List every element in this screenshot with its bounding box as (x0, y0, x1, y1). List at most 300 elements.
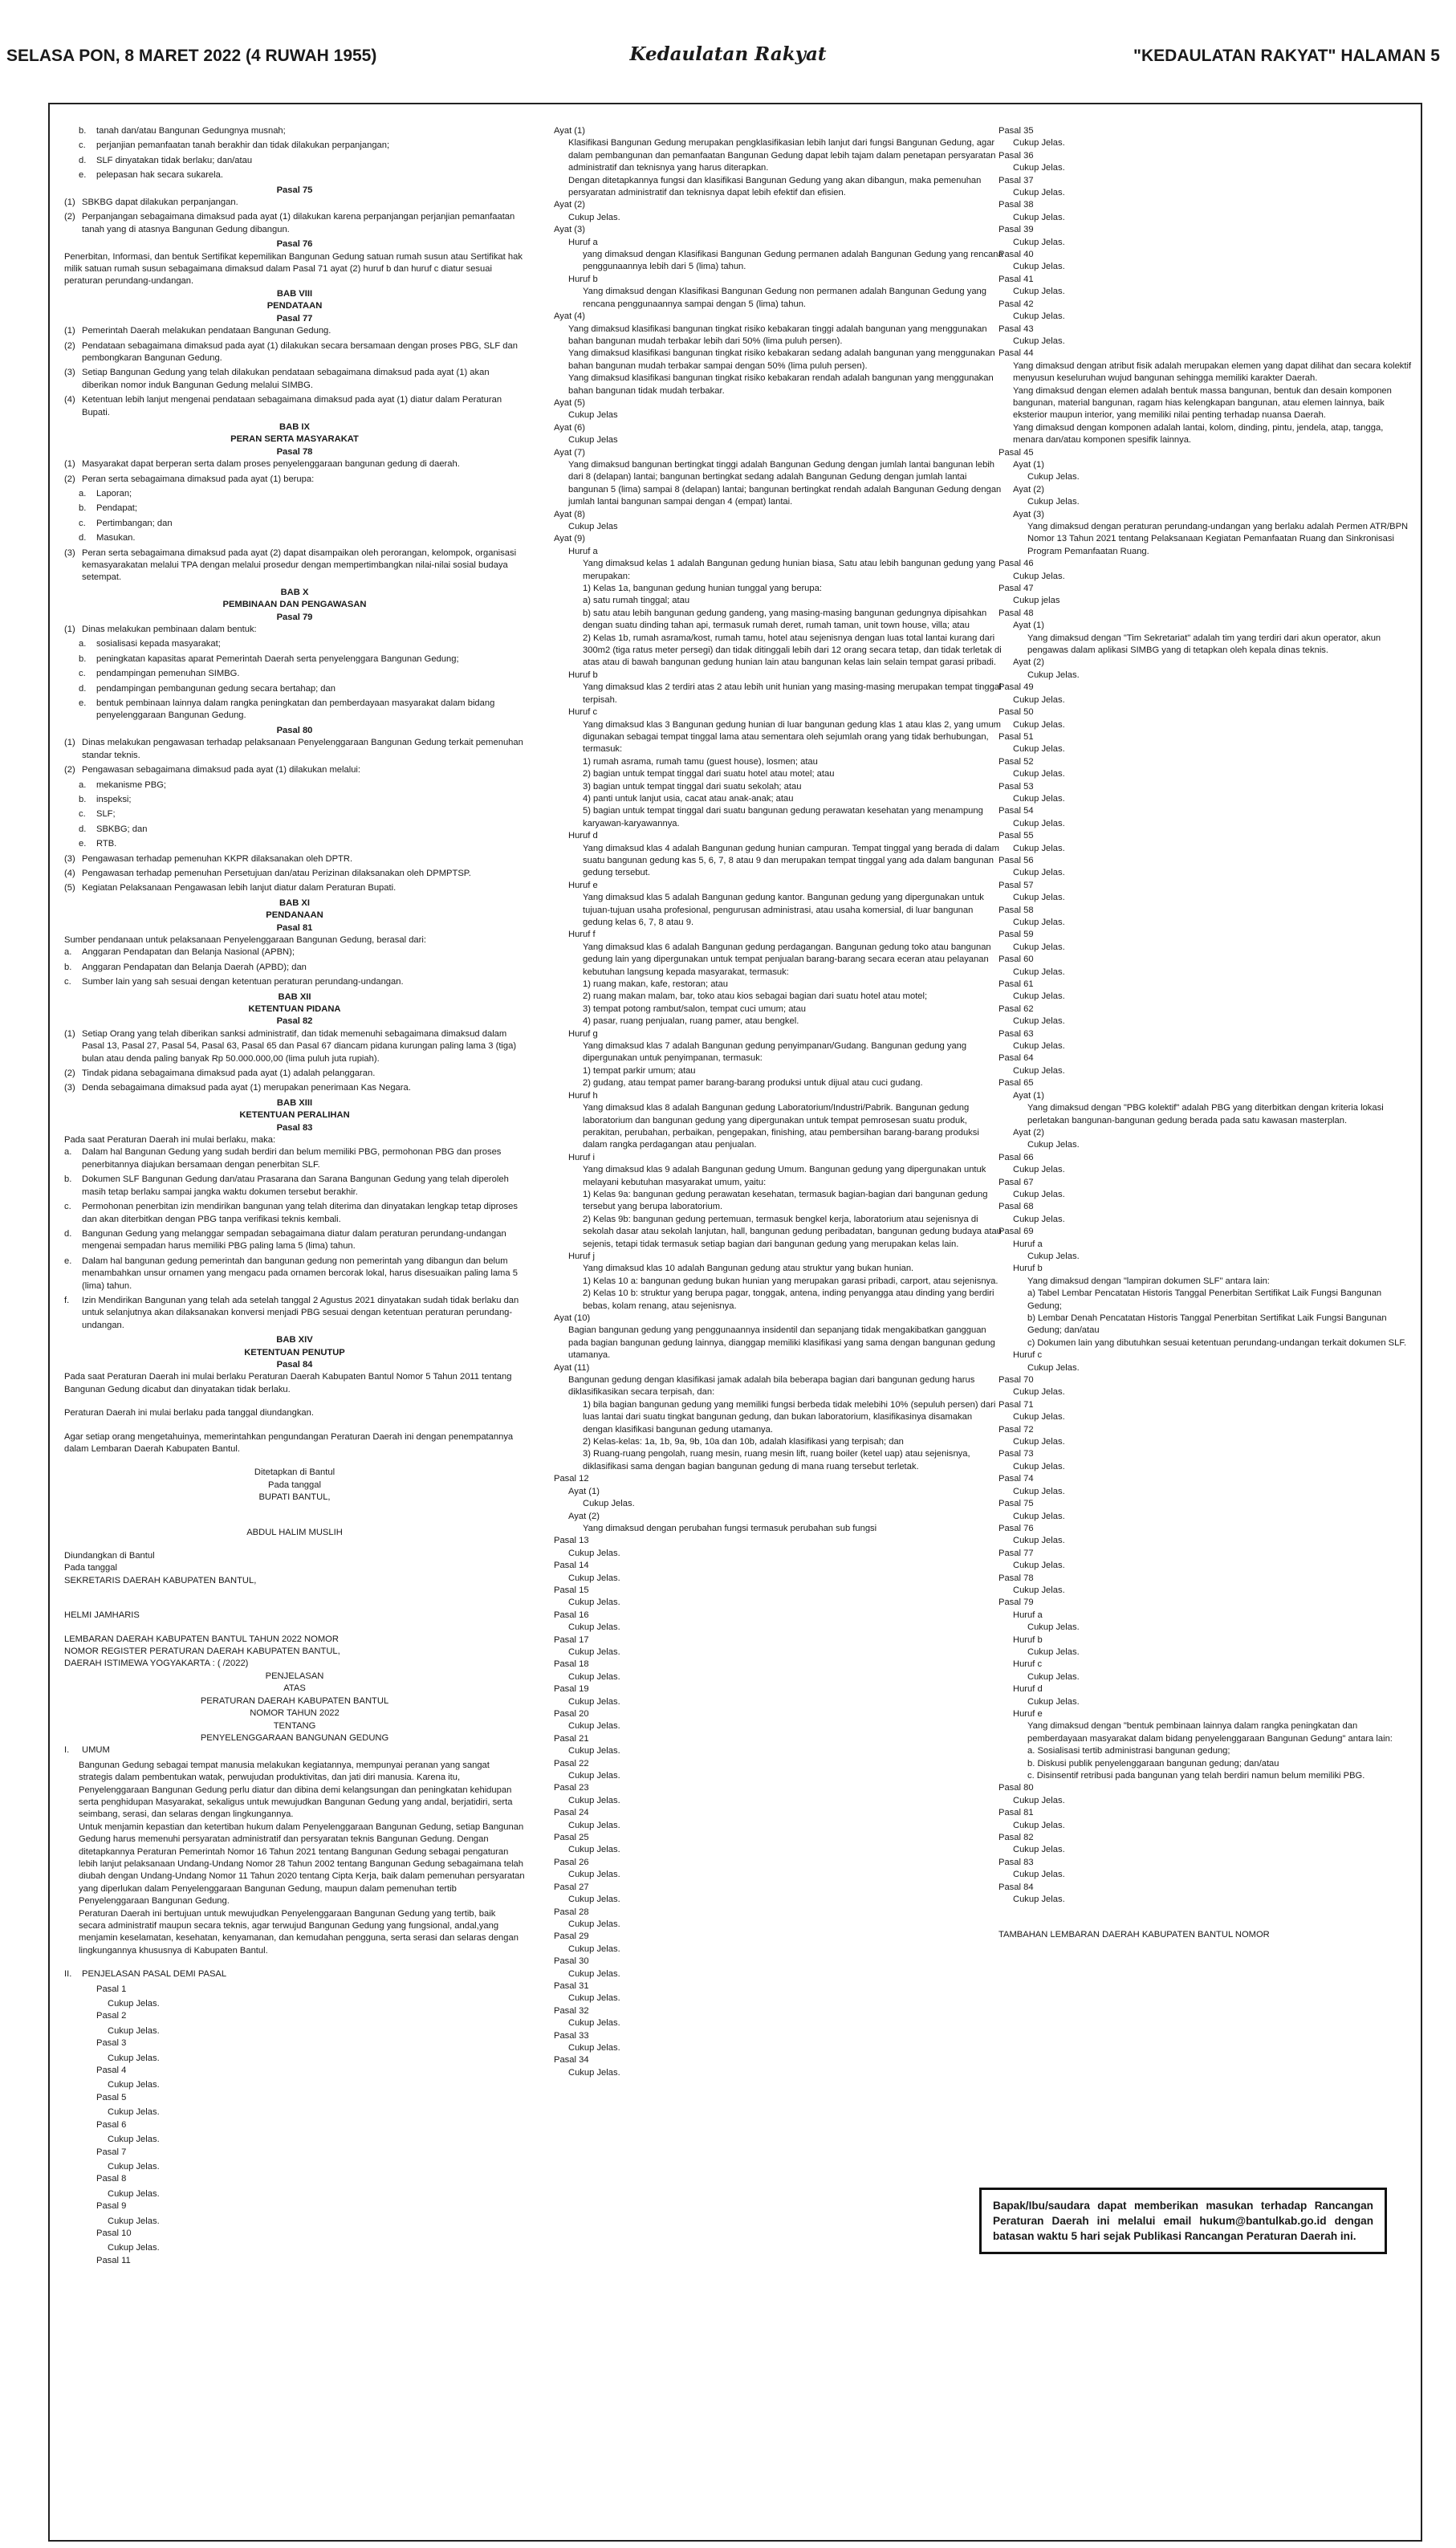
spacer (64, 1396, 525, 1407)
list-marker: e. (79, 839, 87, 849)
paragraph: Pasal 36 (998, 150, 1034, 161)
list-text: Pasal 10 (96, 2228, 132, 2238)
paragraph: Pasal 33 (554, 2030, 589, 2041)
paragraph: Cukup Jelas. (108, 2080, 160, 2090)
list-item (64, 794, 525, 806)
paragraph: Pasal 21 (554, 1733, 589, 1744)
paragraph: Yang dimaksud dengan peraturan perundang-undangan yang berlaku adalah Permen ATR/BPN Nomor 13 Tahun 2021 tentang Pelaksanaan Kegiatan Pemanfaatan Ruang dan Sinkronisasi Program Pemanfaatan Ruang. (1027, 522, 1409, 556)
paragraph: Pasal 79 (998, 1598, 1034, 1608)
section-heading: PENDATAAN (266, 301, 323, 311)
spacer (998, 1907, 1412, 1918)
paragraph: Cukup Jelas. (1013, 1214, 1065, 1224)
section-heading: PEMBINAAN DAN PENGAWASAN (222, 600, 367, 610)
paragraph: Pasal 13 (554, 1536, 589, 1546)
paragraph: Pasal 31 (554, 1980, 589, 1991)
paragraph: Pasal 40 (998, 250, 1034, 260)
list-marker: e. (79, 170, 87, 181)
paragraph: Pasal 43 (998, 324, 1034, 334)
list-text: pelepasan hak secara sukarela. (96, 170, 223, 181)
paragraph: Pasal 20 (554, 1709, 589, 1719)
list-item (64, 962, 525, 974)
paragraph: Cukup Jelas. (1027, 1251, 1080, 1261)
list-marker: c. (64, 977, 71, 987)
paragraph: Ayat (1) (1013, 459, 1044, 470)
paragraph: Pasal 48 (998, 608, 1034, 618)
paragraph: Cukup Jelas. (568, 1598, 620, 1608)
column-right (998, 125, 1412, 1941)
paragraph: HELMI JAMHARIS (64, 1610, 140, 1621)
newspaper-logo: Kedaulatan Rakyat (629, 43, 827, 65)
spacer (64, 1420, 525, 1431)
list-item (64, 853, 525, 865)
paragraph: 3) tempat potong rambut/salon, tempat cuci umum; atau (583, 1003, 806, 1014)
section-heading: BAB IX (279, 421, 310, 432)
paragraph: Yang dimaksud klasifikasi bangunan tingkat risiko kebakaran tinggi adalah bangunan yang menggunakan bahan bangunan mudah terbakar lebih dari 50% (lima puluh persen). (568, 324, 987, 346)
list-text: Kegiatan Pelaksanaan Pengawasan lebih lanjut diatur dalam Peraturan Bupati. (82, 883, 397, 893)
list-item (64, 838, 525, 850)
list-item (64, 1068, 525, 1080)
paragraph: Cukup Jelas. (1013, 967, 1065, 977)
list-marker: (2) (64, 765, 75, 775)
paragraph: LEMBARAN DAERAH KABUPATEN BANTUL TAHUN 2022 NOMOR (64, 1634, 339, 1644)
list-marker: (3) (64, 1083, 75, 1093)
paragraph: Yang dimaksud dengan "PBG kolektif" adalah PBG yang diterbitkan dengan kriteria lokasi perletakan bangunan-bangunan gedung berada pada satu kawasan masterplan. (1027, 1103, 1384, 1125)
paragraph: Cukup Jelas. (1013, 1461, 1065, 1471)
paragraph: Cukup Jelas. (568, 1548, 620, 1558)
list-marker: d. (79, 683, 87, 694)
paragraph: 2) gudang, atau tempat pamer barang-barang produksi untuk dijual atau cuci gudang. (583, 1078, 923, 1089)
list-text: mekanisme PBG; (96, 779, 167, 790)
list-item (64, 1228, 525, 1253)
list-text: tanah dan/atau Bangunan Gedungnya musnah; (96, 126, 286, 136)
list-item (64, 2228, 525, 2240)
paragraph: Cukup Jelas. (1013, 942, 1065, 952)
paragraph: Cukup Jelas (568, 410, 618, 421)
paragraph: Pasal 56 (998, 855, 1034, 865)
centered-line: Pada tanggal (268, 1480, 321, 1490)
paragraph: 1) rumah asrama, rumah tamu (guest house), losmen; atau (583, 756, 818, 767)
list-text: perjanjian pemanfaatan tanah berakhir dan tidak dilakukan perpanjangan; (96, 140, 390, 151)
paragraph: Dengan ditetapkannya fungsi dan klasifikasi Bangunan Gedung yang akan dibangun, maka pemenuhan persyaratan administratif dan teknisnya dapat lebih efektif dan efisien. (568, 175, 982, 198)
paragraph: Cukup Jelas. (108, 2107, 160, 2118)
paragraph: Cukup Jelas. (1013, 1561, 1065, 1571)
paragraph: Pasal 58 (998, 905, 1034, 915)
paragraph: Cukup Jelas. (1013, 1820, 1065, 1830)
paragraph: Cukup Jelas. (1013, 212, 1065, 222)
list-item (64, 488, 525, 500)
paragraph: Cukup Jelas. (108, 2025, 160, 2036)
paragraph: Cukup Jelas. (1027, 472, 1080, 482)
list-text: Pasal 2 (96, 2011, 127, 2021)
list-marker: I. (64, 1745, 70, 1756)
paragraph: 4) pasar, ruang penjualan, ruang pamer, atau bengkel. (583, 1016, 799, 1027)
list-text: Peran serta sebagaimana dimaksud pada ayat (1) berupa: (82, 474, 315, 484)
list-marker: a. (79, 488, 87, 499)
paragraph: Huruf c (568, 707, 598, 718)
paragraph: Pasal 14 (554, 1561, 589, 1571)
paragraph: Pasal 68 (998, 1202, 1034, 1212)
list-item (64, 1146, 525, 1171)
paragraph: Huruf b (568, 670, 598, 680)
paragraph: Pasal 70 (998, 1375, 1034, 1386)
paragraph: Cukup Jelas. (1013, 793, 1065, 804)
list-marker (79, 2200, 96, 2212)
list-marker: d. (79, 155, 87, 165)
paragraph: Pada tanggal (64, 1563, 117, 1573)
section-heading: BAB X (280, 587, 309, 597)
list-marker: (1) (64, 197, 75, 208)
paragraph: Ayat (8) (554, 509, 585, 519)
list-marker (79, 2147, 96, 2159)
paragraph: Yang dimaksud kelas 1 adalah Bangunan gedung hunian biasa, Satu atau lebih bangunan gedung yang merupakan: (583, 559, 996, 581)
paragraph: Pasal 60 (998, 954, 1034, 965)
list-item (64, 779, 525, 792)
paragraph: Cukup Jelas. (568, 1622, 620, 1633)
spacer (64, 1622, 525, 1634)
paragraph: Cukup Jelas. (1013, 1795, 1065, 1805)
paragraph: Cukup Jelas. (1013, 1412, 1065, 1423)
list-marker (79, 2255, 96, 2267)
paragraph: Cukup Jelas. (1027, 1646, 1080, 1657)
list-text: pendampingan pembangunan gedung secara bertahap; dan (96, 683, 336, 694)
section-heading: PERAN SERTA MASYARAKAT (230, 434, 359, 445)
paragraph: Huruf j (568, 1251, 595, 1261)
paragraph: Ayat (1) (554, 126, 585, 136)
paragraph: Cukup Jelas. (1013, 918, 1065, 927)
paragraph: Huruf i (568, 1152, 595, 1162)
list-text: Bangunan Gedung yang melanggar sempadan sebagaimana diatur dalam peraturan perundang-undangan mengenai sempadan harus memiliki PBG paling lama 5 (lima) tahun. (82, 1228, 506, 1252)
paragraph: 2) Kelas 10 b: struktur yang berupa pagar, tonggak, antena, inding penyangga atau dinding yang berdiri bebas, kolam renang, atau sejenisnya. (583, 1288, 994, 1311)
paragraph: Cukup Jelas. (1013, 694, 1065, 705)
paragraph: Pasal 50 (998, 707, 1034, 718)
paragraph: Huruf b (1013, 1264, 1043, 1274)
list-item (64, 2119, 525, 2131)
list-item (64, 140, 525, 152)
paragraph: Pasal 39 (998, 225, 1034, 235)
paragraph: Pasal 38 (998, 200, 1034, 210)
list-marker (79, 2092, 96, 2104)
list-item (64, 211, 525, 236)
list-item (64, 824, 525, 836)
paragraph: Yang dimaksud klas 10 adalah Bangunan gedung atau struktur yang bukan hunian. (583, 1264, 914, 1274)
list-text: Permohonan penerbitan izin mendirikan bangunan yang telah diterima dan dinyatakan lengkap tetap diproses dan akan diterbitkan dengan PBG tanpa verifikasi teknis kembali. (82, 1202, 518, 1224)
paragraph: Cukup Jelas. (1013, 1016, 1065, 1027)
list-marker: a. (64, 1147, 72, 1158)
paragraph: Cukup Jelas. (568, 1795, 620, 1805)
paragraph: Yang dimaksud dengan "lampiran dokumen SLF" antara lain: (1027, 1276, 1270, 1286)
section-heading: BAB XIII (276, 1097, 313, 1108)
centered-line: BUPATI BANTUL, (258, 1492, 331, 1503)
centered-line: PENYELENGGARAAN BANGUNAN GEDUNG (200, 1732, 389, 1743)
list-text: Masukan. (96, 533, 136, 543)
section-heading: BAB XII (278, 991, 311, 1002)
paragraph: Pasal 34 (554, 2055, 589, 2066)
paragraph: Huruf d (1013, 1684, 1043, 1695)
paragraph: Cukup Jelas. (1013, 1486, 1065, 1496)
section-heading: BAB XI (279, 897, 310, 908)
list-text: Dinas melakukan pengawasan terhadap pelaksanaan Penyelenggaraan Bangunan Gedung terkait pemenuhan standar teknis. (82, 738, 523, 760)
list-item (64, 882, 525, 894)
centered-line: PENJELASAN (265, 1671, 324, 1681)
list-text: Pendapat; (96, 503, 138, 514)
spacer (64, 1504, 525, 1516)
list-marker: c. (79, 140, 86, 151)
paragraph: a) Tabel Lembar Pencatatan Historis Tanggal Penerbitan Sertifikat Laik Fungsi Bangunan Gedung; (1027, 1288, 1382, 1311)
list-item (64, 868, 525, 880)
paragraph: Ayat (1) (1013, 1090, 1044, 1101)
list-item (64, 1984, 525, 1996)
paragraph: Sumber pendanaan untuk pelaksanaan Penyelenggaraan Bangunan Gedung, berasal dari: (64, 934, 426, 945)
list-marker: b. (64, 1174, 72, 1185)
paragraph: Yang dimaksud dengan "bentuk pembinaan lainnya dalam rangka peningkatan dan pemberdayaan masyarakat dalam bidang penyelenggaraan Bangunan Gedung" antara lain: (1027, 1721, 1393, 1744)
paragraph: Diundangkan di Bantul (64, 1551, 155, 1561)
section-heading: Pasal 81 (276, 922, 313, 933)
paragraph: Cukup Jelas. (1013, 1845, 1065, 1855)
list-text: Tindak pidana sebagaimana dimaksud pada ayat (1) adalah pelanggaran. (82, 1068, 376, 1079)
paragraph: Cukup Jelas. (108, 2053, 160, 2063)
paragraph: Ayat (1) (1013, 621, 1044, 631)
paragraph: Cukup Jelas. (568, 1721, 620, 1732)
paragraph: c. Disinsentif retribusi pada bangunan yang telah berdiri namun belum memiliki PBG. (1027, 1771, 1365, 1781)
list-marker: c. (79, 809, 86, 820)
section-heading: KETENTUAN PIDANA (248, 1004, 341, 1014)
list-item (64, 2147, 525, 2159)
paragraph: Cukup Jelas. (108, 1999, 160, 2009)
list-marker: (3) (64, 547, 75, 558)
section-heading: Pasal 75 (276, 185, 313, 195)
list-marker: (1) (64, 625, 75, 635)
list-text: Pengawasan terhadap pemenuhan Persetujuan dan/atau Perizinan dilaksanakan oleh DPMPTSP. (82, 868, 471, 878)
paragraph: Cukup Jelas. (1013, 188, 1065, 198)
paragraph: 5) bagian untuk tempat tinggal dari suatu bangunan gedung perawatan kesehatan yang menampung karyawan-karyawannya. (583, 806, 983, 828)
paragraph: Cukup Jelas. (1027, 670, 1080, 680)
list-text: inspeksi; (96, 794, 132, 804)
paragraph: 2) Kelas 1b, rumah asrama/kost, rumah tamu, hotel atau sejenisnya dengan luas total lantai kurang dari 300m2 (tiga ratus meter persegi) dan tidak ditinggali lebih dari 12 orang secara tetap, dan tidak terletak di atas atau di bawah bangunan gedung hunian lain atau bangunan kelas lain selain tempat garasi pribadi. (583, 633, 1002, 668)
section-heading: Pasal 78 (276, 446, 313, 457)
paragraph: Yang dimaksud dengan perubahan fungsi termasuk perubahan sub fungsi (583, 1523, 877, 1533)
paragraph: Bagian bangunan gedung yang penggunaannya insidentil dan sepanjang tidak mengakibatkan gangguan pada bagian bangunan gedung lainnya, dianggap memiliki klasifikasi yang sama dengan bangunan gedung utamanya. (568, 1325, 995, 1361)
list-item (64, 458, 525, 470)
list-marker: (1) (64, 459, 75, 470)
paragraph: Cukup Jelas. (1013, 868, 1065, 878)
section-heading: BAB VIII (276, 288, 313, 299)
list-marker (79, 1984, 96, 1996)
paragraph: Ayat (3) (1013, 509, 1044, 519)
paragraph: Pasal 75 (998, 1499, 1034, 1509)
paragraph: Pasal 32 (554, 2005, 589, 2016)
list-marker: (1) (64, 1028, 75, 1039)
list-marker: e. (79, 698, 87, 709)
paragraph: Huruf a (568, 237, 598, 247)
list-marker (79, 2065, 96, 2077)
paragraph: b) Lembar Denah Pencatatan Historis Tanggal Penerbitan Sertifikat Laik Fungsi Bangunan Gedung; dan/atau (1027, 1313, 1387, 1336)
paragraph: Pasal 46 (998, 559, 1034, 569)
paragraph: Yang dimaksud dengan Klasifikasi Bangunan Gedung non permanen adalah Bangunan Gedung yang rencana penggunaannya sampai dengan 5 (lima) tahun. (583, 287, 986, 309)
list-item (64, 764, 525, 776)
list-marker: e. (64, 1256, 72, 1266)
list-text: Dalam hal Bangunan Gedung yang sudah berdiri dan belum memiliki PBG, permohonan PBG dan proses penerbitannya diajukan bersamaan dengan penerbitan SLF. (82, 1147, 502, 1170)
paragraph: Ayat (2) (1013, 484, 1044, 495)
list-marker: f. (64, 1295, 70, 1305)
centered-line: ATAS (283, 1683, 306, 1694)
list-text: Setiap Orang yang telah diberikan sanksi administratif, dan tidak memenuhi sebagaimana dimaksud dalam Pasal 13, Pasal 27, Pasal 54, Pasal 63, Pasal 65 dan Pasal 67 diancam pidana kurungan paling lama 3 (tiga) bulan atau denda paling banyak Rp 50.000.000,00 (lima puluh juta rupiah). (82, 1028, 517, 1064)
paragraph: Cukup Jelas. (1013, 1895, 1065, 1905)
section-heading: Pasal 84 (276, 1359, 313, 1370)
list-marker: (2) (64, 1068, 75, 1079)
paragraph: Pasal 69 (998, 1227, 1034, 1237)
list-item (64, 197, 525, 209)
list-text: Anggaran Pendapatan dan Belanja Nasional (APBN); (82, 947, 295, 958)
list-text: SLF; (96, 809, 116, 820)
list-item (64, 2173, 525, 2185)
paragraph: Huruf h (568, 1090, 598, 1101)
section-heading: PENDANAAN (266, 910, 323, 921)
paragraph: Cukup Jelas. (1013, 818, 1065, 828)
list-text: SBKBG dapat dilakukan perpanjangan. (82, 197, 238, 208)
paragraph: Pada saat Peraturan Daerah ini mulai berlaku, maka: (64, 1135, 276, 1146)
list-item (64, 2200, 525, 2212)
paragraph: Ayat (3) (554, 225, 585, 235)
paragraph: b) satu atau lebih bangunan gedung gandeng, yang masing-masing bangunan gedungnya dipisahkan dengan suatu dinding tahan api, termasuk rumah deret, rumah taman, unit town house, villa; atau (583, 608, 987, 631)
paragraph: Pasal 41 (998, 274, 1034, 284)
paragraph: Pasal 28 (554, 1907, 589, 1917)
section-heading: Pasal 77 (276, 313, 313, 324)
paragraph: Ayat (11) (554, 1362, 590, 1373)
list-text: Ketentuan lebih lanjut mengenai pendataan sebagaimana dimaksud pada ayat (1) diatur dalam Peraturan Bupati. (82, 395, 502, 417)
centered-line: PERATURAN DAERAH KABUPATEN BANTUL (200, 1695, 389, 1706)
section-heading: Pasal 83 (276, 1122, 313, 1133)
paragraph: Cukup Jelas. (1013, 1870, 1065, 1880)
paragraph: Bangunan gedung dengan klasifikasi jamak adalah bila beberapa bagian dari bangunan gedung harus diklasifikasikan secara terpisah, dan: (568, 1375, 975, 1398)
list-marker: d. (79, 533, 87, 543)
paragraph: Cukup Jelas. (568, 1968, 620, 1979)
section-heading: Pasal 80 (276, 725, 313, 735)
list-item (64, 518, 525, 530)
paragraph: a) satu rumah tinggal; atau (583, 596, 690, 606)
paragraph: Untuk menjamin kepastian dan ketertiban hukum dalam Penyelenggaraan Bangunan Gedung, setiap Bangunan Gedung harus memenuhi persyaratan administratif dan persyaratan teknis Bangunan Gedung. Dengan ditetapkannya Peraturan Pemerintah Nomor 16 Tahun 2021 tentang Bangunan Gedung sebagai pengaturan lebih lanjut pelaksanaan Undang-Undang Nomor 28 Tahun 2002 tentang Bangunan Gedung sebagaimana telah diubah dengan Undang-Undang Nomor 11 Tahun 2020 tentang Cipta Kerja, baik dalam pemenuhan persyaratan yang diperlukan dalam Penyelenggaraan Bangunan Gedung, maupun dalam pemenuhan tertib Penyelenggaraan Bangunan Gedung. (79, 1821, 525, 1907)
list-text: Dokumen SLF Bangunan Gedung dan/atau Prasarana dan Sarana Bangunan Gedung yang telah diperoleh masih tetap berlaku sampai jangka waktu dokumen tersebut berakhir. (82, 1174, 509, 1197)
paragraph: Cukup Jelas. (1013, 769, 1065, 779)
paragraph: Cukup Jelas. (568, 1870, 620, 1880)
section-heading: Pasal 79 (276, 612, 313, 622)
paragraph: Cukup Jelas. (568, 1845, 620, 1855)
article-frame (48, 103, 1422, 2542)
list-marker: d. (64, 1228, 72, 1239)
list-item (64, 624, 525, 636)
spacer (64, 1598, 525, 1610)
paragraph: Yang dimaksud klas 6 adalah Bangunan gedung perdagangan. Bangunan gedung toko atau bangunan gedung lain yang dipergunakan untuk tempat penjualan barang-barang secara eceran atau pelayanan kebutuhan langsung kepada masyarakat, termasuk: (583, 942, 991, 977)
list-item (64, 1201, 525, 1226)
paragraph: Cukup Jelas. (1027, 1362, 1080, 1373)
list-marker: b. (79, 794, 87, 804)
list-text: Pasal 4 (96, 2066, 127, 2076)
paragraph: Pasal 25 (554, 1833, 589, 1843)
paragraph: Ayat (9) (554, 534, 585, 544)
paragraph: Pasal 74 (998, 1474, 1034, 1484)
paragraph: 2) Kelas-kelas: 1a, 1b, 9a, 9b, 10a dan 10b, adalah klasifikasi yang terpisah; dan (583, 1437, 904, 1447)
paragraph: Pasal 16 (554, 1610, 589, 1620)
list-text: Anggaran Pendapatan dan Belanja Daerah (APBD); dan (82, 962, 307, 972)
list-text: Dinas melakukan pembinaan dalam bentuk: (82, 625, 257, 635)
paragraph: Cukup Jelas. (108, 2243, 160, 2253)
list-marker (79, 2173, 96, 2185)
list-marker: c. (64, 1202, 71, 1212)
paragraph: Cukup Jelas. (1027, 1622, 1080, 1633)
paragraph: Agar setiap orang mengetahuinya, memerintahkan pengundangan Peraturan Daerah ini dengan penempatannya dalam Lembaran Daerah Kabupaten Bantul. (64, 1431, 514, 1454)
paragraph: Cukup Jelas. (1013, 1165, 1065, 1175)
paragraph: Pasal 65 (998, 1078, 1034, 1089)
list-text: sosialisasi kepada masyarakat; (96, 639, 221, 649)
list-marker: (3) (64, 853, 75, 864)
paragraph: Cukup Jelas. (1013, 163, 1065, 173)
paragraph: Pasal 64 (998, 1053, 1034, 1064)
list-item (64, 638, 525, 650)
paragraph: Pada saat Peraturan Daerah ini mulai berlaku Peraturan Daerah Kabupaten Bantul Nomor 5 Tahun 2011 tentang Bangunan Gedung dicabut dan dinyatakan tidak berlaku. (64, 1372, 512, 1394)
paragraph: Cukup Jelas. (568, 1646, 620, 1657)
paragraph: Pasal 45 (998, 447, 1034, 458)
column-left (64, 125, 525, 2269)
section-heading: Pasal 82 (276, 1016, 313, 1027)
list-item (64, 547, 525, 584)
paragraph: Cukup Jelas. (568, 2067, 620, 2078)
paragraph: Ayat (6) (554, 422, 585, 433)
list-marker: c. (79, 669, 86, 679)
paragraph: Pasal 82 (998, 1833, 1034, 1843)
paragraph: Pasal 57 (998, 880, 1034, 890)
list-text: Sumber lain yang sah sesuai dengan ketentuan peraturan perundang-undangan. (82, 977, 404, 987)
paragraph: Pasal 76 (998, 1523, 1034, 1533)
issue-date: SELASA PON, 8 MARET 2022 (4 RUWAH 1955) (6, 47, 377, 65)
paragraph: Yang dimaksud klas 4 adalah Bangunan gedung hunian campuran. Tempat tinggal yang berada di dalam suatu bangunan gedung kas 5, 6, 7, 8 atau 9 dan merupakan tempat tinggal yang ada dalam bangunan gedung tersebut. (583, 843, 999, 878)
list-marker: b. (79, 653, 87, 664)
paragraph: Pasal 26 (554, 1857, 589, 1867)
list-text: Pemerintah Daerah melakukan pendataan Bangunan Gedung. (82, 326, 331, 336)
paragraph: Peraturan Daerah ini bertujuan untuk mewujudkan Penyelenggaraan Bangunan Gedung yang tertib, baik secara administratif maupun secara teknis, agar terwujud Bangunan Gedung yang fungsional, andal,yang menjamin keselamatan, kesehatan, kenyamanan, dan kemudahan pengguna, serta serasi dan selaras dengan lingkungannya khususnya di Kabupaten Bantul. (79, 1908, 519, 1956)
list-item (64, 1082, 525, 1094)
paragraph: Cukup Jelas. (1013, 1041, 1065, 1052)
list-marker: a. (79, 779, 87, 790)
paragraph: c) Dokumen lain yang dibutuhkan sesuai ketentuan perundang-undangan terkait dokumen SLF. (1027, 1337, 1407, 1348)
paragraph: Cukup Jelas. (108, 2161, 160, 2171)
paragraph: 2) Kelas 9b: bangunan gedung pertemuan, termasuk bengkel kerja, laboratorium atau sejenisnya di sekolah dasar atau sekolah lanjutan, hall, bangunan gedung peribadatan, bangunan gedung budaya atau sejenis, tetapi tidak termasuk setiap bagian dari bangunan gedung yang merupakan kelas lain. (583, 1214, 1002, 1249)
paragraph: Yang dimaksud bangunan bertingkat tinggi adalah Bangunan Gedung dengan jumlah lantai bangunan lebih dari 8 (delapan) lantai; bangunan bertingkat sedang adalah Bangunan Gedung dengan jumlah lantai bangunan 5 (lima) sampai 8 (delapan) lantai; bangunan bertingkat rendah adalah Bangunan Gedung dengan jumlah lantai bangunan sampai dengan 4 (empat) lantai. (568, 459, 1002, 507)
paragraph: Ayat (2) (1013, 657, 1044, 668)
paragraph: Huruf c (1013, 1350, 1043, 1361)
paragraph: Huruf b (1013, 1634, 1043, 1645)
paragraph: Cukup Jelas. (568, 1771, 620, 1781)
paragraph: Cukup Jelas. (1013, 138, 1065, 149)
paragraph: Cukup Jelas. (1013, 744, 1065, 755)
list-marker: (2) (64, 474, 75, 484)
list-text: Dalam hal bangunan gedung pemerintah dan bangunan gedung non pemerintah yang dibangun dan belum menambahkan unsur ornamen yang mengacu pada ornamen bercorak lokal, harus disesuaikan paling lama 5 (lima) tahun. (82, 1256, 518, 1291)
section-heading: KETENTUAN PENUTUP (244, 1347, 345, 1357)
list-item (64, 367, 525, 392)
spacer (64, 1587, 525, 1598)
paragraph: Cukup Jelas. (1013, 311, 1065, 322)
paragraph: Pasal 47 (998, 584, 1034, 594)
list-text: Pasal 8 (96, 2174, 127, 2184)
paragraph: 1) ruang makan, kafe, restoran; atau (583, 979, 728, 990)
section-heading: BAB XIV (276, 1335, 313, 1345)
list-text: Pasal 3 (96, 2038, 127, 2049)
list-item (64, 653, 525, 665)
list-marker (79, 2228, 96, 2240)
paragraph: Ayat (10) (554, 1313, 591, 1323)
spacer (998, 1918, 1412, 1929)
paragraph: Yang dimaksud dengan atribut fisik adalah merupakan elemen yang dapat dilihat dan secara kolektif menyusun keseluruhan wujud bangunan sehingga memiliki karakter Daerah. (1013, 360, 1412, 384)
paragraph: Ayat (4) (554, 311, 585, 322)
list-marker: a. (64, 947, 72, 958)
